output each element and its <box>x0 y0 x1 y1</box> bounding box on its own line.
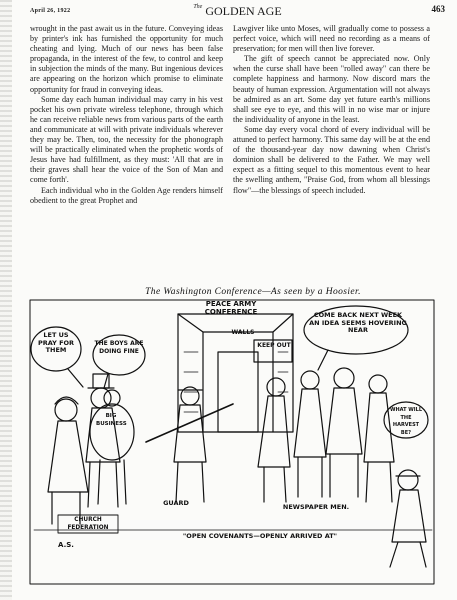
newsman-4-head <box>369 375 387 393</box>
cartoon-frame <box>30 300 434 584</box>
small-man-body <box>392 490 426 542</box>
church-figure-head <box>55 399 77 421</box>
right-paragraph-2: The gift of speech cannot be appreciated now. Only when the curse shall have been "rolled away" can there be complete happiness and harmony. Now discord mars the beauty of human expression. Argumentation will not always be admired as an art. Some day yet future earth's millions shall see eye to eye, and this will in no wise mar or injure the individuality of anyone in the least. <box>233 54 430 124</box>
church-federation-label: CHURCH FEDERATION <box>67 517 109 531</box>
boys-doing-fine-caption: THE BOYS ARE DOING FINE <box>94 340 144 355</box>
magazine-title-text: GOLDEN AGE <box>205 4 282 18</box>
conference-text: CONFERENCE <box>204 307 258 316</box>
guard-rifle <box>146 404 233 442</box>
page-header <box>30 4 445 22</box>
guard-uniform <box>174 405 206 462</box>
guard-label: GUARD <box>163 499 189 507</box>
come-back-caption: COME BACK NEXT WEEK AN IDEA SEEMS HOVERING NEAR <box>309 311 407 334</box>
church-figure-body <box>48 421 88 492</box>
left-paragraph-3: Each individual who in the Golden Age renders himself obedient to the great Prophet and <box>30 185 223 205</box>
right-paragraph-1: Lawgiver like unto Moses, will gradually come to possess a perfect voice, which will need no recording as a means of preservation; for men will then live forever. <box>233 24 430 54</box>
magazine-title <box>30 4 445 19</box>
issue-date: April 26, 1922 <box>30 8 71 14</box>
cartoon-drawing <box>28 292 438 590</box>
big-business-label: BIG BUSINESS <box>96 413 127 427</box>
bubble-tail <box>318 350 328 370</box>
newsman-2-head <box>301 371 319 389</box>
left-column <box>30 24 223 206</box>
magazine-title-the: The <box>193 4 203 10</box>
walls-label: WALLS <box>231 329 255 336</box>
let-us-pray-caption: LET US PRAY FOR THEM <box>37 331 75 354</box>
editorial-cartoon <box>28 287 438 590</box>
newspaper-men-label: NEWSPAPER MEN. <box>282 503 350 511</box>
newsman-3-head <box>334 368 354 388</box>
small-man-head <box>398 470 418 490</box>
harvest-caption: WHAT WILL THE HARVEST BE? <box>389 407 423 436</box>
artist-signature: A.S. <box>58 541 74 549</box>
conference-door <box>218 352 258 432</box>
open-covenants-caption: "OPEN COVENANTS—OPENLY ARRIVED AT" <box>182 532 338 540</box>
peace-army-label <box>176 301 286 316</box>
cartoon-title: The Washington Conference—As seen by a Hoosier. <box>145 287 361 297</box>
page-edge-shadow <box>0 0 12 600</box>
page-number: 463 <box>431 4 445 14</box>
keep-out-caption: KEEP OUT <box>257 342 291 349</box>
right-paragraph-3: Some day every vocal chord of every individual will be attuned to perfect harmony. This same day will be at the end of the thousand-year day now dawning when Christ's dominion shall be delivered to the Father. We may well expect as a fitting sequel to this momentous event to hear the swelling anthem, "Praise God, from whom all blessings flow"—the blessings of speech included. <box>233 124 430 195</box>
right-column <box>233 24 430 196</box>
newsman-1-head <box>267 378 285 396</box>
left-paragraph-1: wrought in the past await us in the future. Conveying ideas by printer's ink has furnished the opportunity for much cheating and lying. Much of our news has been false propaganda, in the interest of the few, to control and keep in subjection the minds of the many. But ingenious devices are appearing on the horizon which promise to eliminate opportunity for fraud in conveying ideas. <box>30 24 223 94</box>
left-paragraph-2: Some day each human individual may carry in his vest pocket his own private wireless telephone, through which he can receive reliable news from various parts of the earth and communicate at will with private individuals wherever they may be. Then, too, the necessity for the phonograph will be practically eliminated when the prophetic words of Jesus have had fulfillment, as they must: 'All that are in their graves shall hear the voice of the Son of Man and come forth'. <box>30 94 223 185</box>
peace-army-text: PEACE ARMY <box>205 300 257 308</box>
